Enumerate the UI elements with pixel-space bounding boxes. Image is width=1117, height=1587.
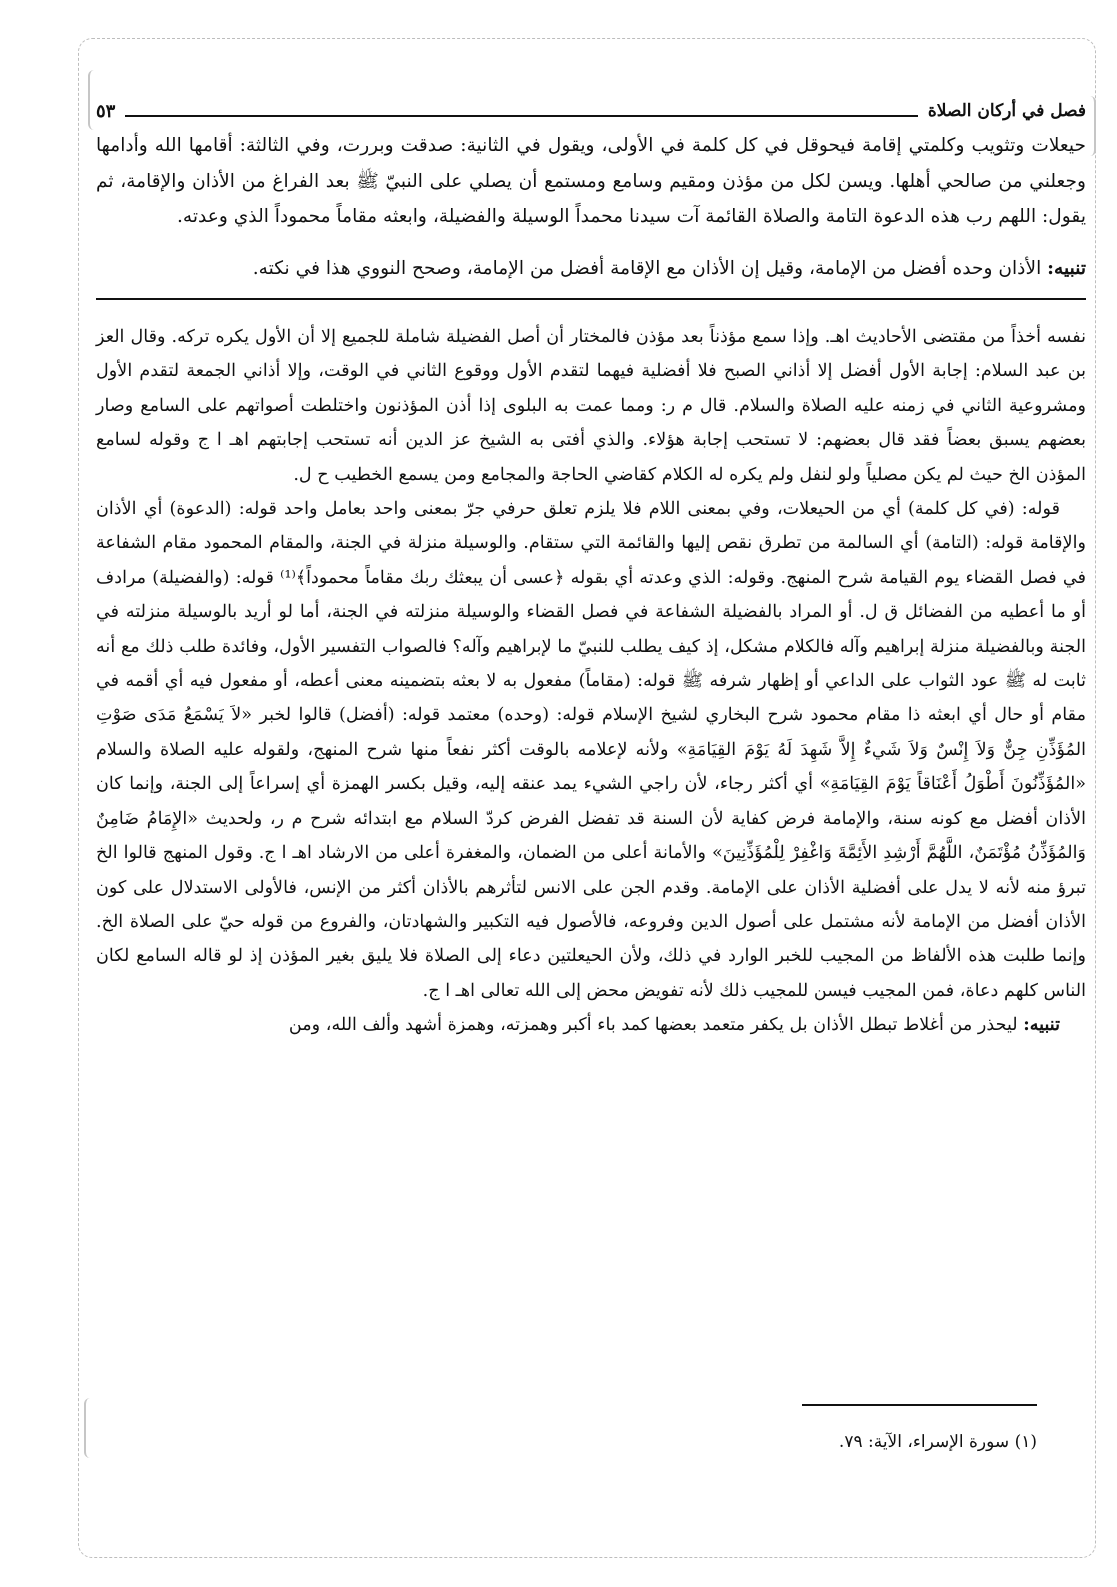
section-divider [96,298,1086,300]
main-tanbih [96,251,1086,287]
footnote: (١) سورة الإسراء، الآية: ٧٩. [838,1432,1037,1452]
header-rule [125,115,917,117]
book-page [96,94,1086,1043]
main-paragraph: حيعلات وتثويب وكلمتي إقامة فيحوقل في كل كلمة في الأولى، ويقول في الثانية: صدقت وبررت، وفي الثالثة: أقامها الله وأدامها وجعلني من صالحي أهلها. ويسن لكل من مؤذن ومقيم وسامع ومستمع أن يصلي على النبيّ ﷺ بعد الفراغ من الأذان والإقامة، ثم يقول: اللهم رب هذه الدعوة التامة والصلاة القائمة آت سيدنا محمداً الوسيلة والفضيلة، وابعثه مقاماً محموداً الذي وعدته. [96,135,1086,227]
tanbih-label: تنبيه: [1023,1014,1060,1036]
commentary-paragraph: قوله: (في كل كلمة) أي من الحيعلات، وفي بمعنى اللام فلا يلزم تعلق حرفي جرّ بمعنى واحد بعامل واحد قوله: (الدعوة) أي الأذان والإقامة قوله: (التامة) أي السالمة من تطرق نقص إليها والقائمة التي ستقام. والوسيلة منزلة في الجنة، والمقام المحمود مقام الشفاعة في فصل القضاء يوم القيامة شرح المنهج. وقوله: الذي وعدته أي بقوله ﴿عسى أن يبعثك ربك مقاماً محموداً﴾⁽¹⁾ قوله: (والفضيلة) مرادف أو ما أعطيه من الفضائل ق ل. أو المراد بالفضيلة الشفاعة في فصل القضاء والوسيلة منزلته في الجنة، أما لو أريد بالوسيلة منزلته في الجنة وبالفضيلة منزلة إبراهيم وآله فالكلام مشكل، إذ كيف يطلب للنبيّ ما لإبراهيم وآله؟ فالصواب التفسير الأول، وفائدة طلب ذلك مع أنه ثابت له ﷺ عود الثواب على الداعي أو إظهار شرفه ﷺ قوله: (مقاماً) مفعول به لا بعثه بتضمينه معنى أعطه، أو مفعول فيه أي أقمه في مقام أو حال أي ابعثه ذا مقام محمود شرح البخاري لشيخ الإسلام قوله: (وحده) معتمد قوله: (أفضل) قالوا لخبر «لاَ يَسْمَعُ مَدَى صَوْتِ المُؤَذِّنِ جِنٌّ وَلاَ إِنْسٌ وَلاَ شَيءٌ إِلاَّ شَهِدَ لَهُ يَوْمَ القِيَامَةِ» ولأنه لإعلامه بالوقت أكثر نفعاً منها شرح المنهج، ولقوله عليه الصلاة والسلام «المُؤَذِّنُونَ أَطْوَلُ أَعْنَاقاً يَوْمَ القِيَامَةِ» أي أكثر رجاء، لأن راجي الشيء يمد عنقه إليه، وقيل بكسر الهمزة أي إسراعاً إلى الجنة، وإنما كان الأذان أفضل مع كونه سنة، والإمامة فرض كفاية لأن السنة قد تفضل الفرض كردّ السلام مع ابتدائه شرح م ر، ولحديث «الإِمَامُ ضَامِنٌ وَالمُؤَذِّنُ مُؤْتَمَنٌ، اللَّهُمَّ أَرْشِدِ الأَئِمَّةَ وَاغْفِرْ لِلْمُؤَذِّنِينَ» والأمانة أعلى من الضمان، والمغفرة أعلى من الارشاد اهـ ا ج. وقول المنهج قالوا الخ تبرؤ منه لأنه لا يدل على أفضلية الأذان على الإمامة. وقدم الجن على الانس لتأثرهم بالأذان أكثر من الإنس، فالأولى الاستدلال على كون الأذان أفضل من الإمامة لأنه مشتمل على أصول الدين وفروعه، فالأصول فيه التكبير والشهادتان، والفروع من قوله حيّ على الصلاة الخ. وإنما طلبت هذه الألفاظ من المجيب للخبر الوارد في ذلك، ولأن الحيعلتين دعاء إلى الصلاة فلا يليق بغير المؤذن إذ لو قاله السامع لكان الناس كلهم دعاة، فمن المجيب فيسن للمجيب ذلك لأنه تفويض محض إلى الله تعالى اهـ ا ج. [96,499,1086,1001]
tanbih-text: الأذان وحده أفضل من الإمامة، وقيل إن الأذان مع الإقامة أفضل من الإمامة، وصحح النووي هذا في نكته. [252,257,1042,279]
commentary-text [96,320,1086,1043]
page-number: ٥٣ [96,100,116,122]
chapter-title: فصل في أركان الصلاة [927,101,1086,121]
running-header [96,94,1086,128]
main-text [96,128,1086,286]
footnote-rule [802,1404,1037,1406]
tanbih-label: تنبيه: [1047,257,1086,279]
commentary-paragraph: نفسه أخذاً من مقتضى الأحاديث اهـ. وإذا سمع مؤذناً بعد مؤذن فالمختار أن أصل الفضيلة شاملة للجميع إلا أن الأول يكره تركه. وقال العز بن عبد السلام: إجابة الأول أفضل إلا أذاني الصبح فلا أفضلية فيهما لتقدم الأول ووقوع الثاني في الوقت، وإلا أذاني الجمعة لتقدم الأول ومشروعية الثاني في زمنه عليه الصلاة والسلام. قال م ر: ومما عمت به البلوى إذا أذن المؤذنون واختلطت أصواتهم على السامع وصار بعضهم يسبق بعضاً فقد قال بعضهم: لا تستحب إجابة هؤلاء. والذي أفتى به الشيخ عز الدين أنه تستحب إجابتهم اهـ ا ج وقوله لسامع المؤذن الخ حيث لم يكن مصلياً ولو لنفل ولم يكره له الكلام كقاضي الحاجة والمجامع ومن يسمع الخطيب ح ل. [96,327,1086,485]
commentary-tanbih [96,1008,1086,1042]
scan-edge-mark [84,1398,96,1458]
tanbih-text: ليحذر من أغلاط تبطل الأذان بل يكفر متعمد بعضها كمد باء أكبر وهمزته، وهمزة أشهد وألف الله، ومن [288,1015,1018,1036]
